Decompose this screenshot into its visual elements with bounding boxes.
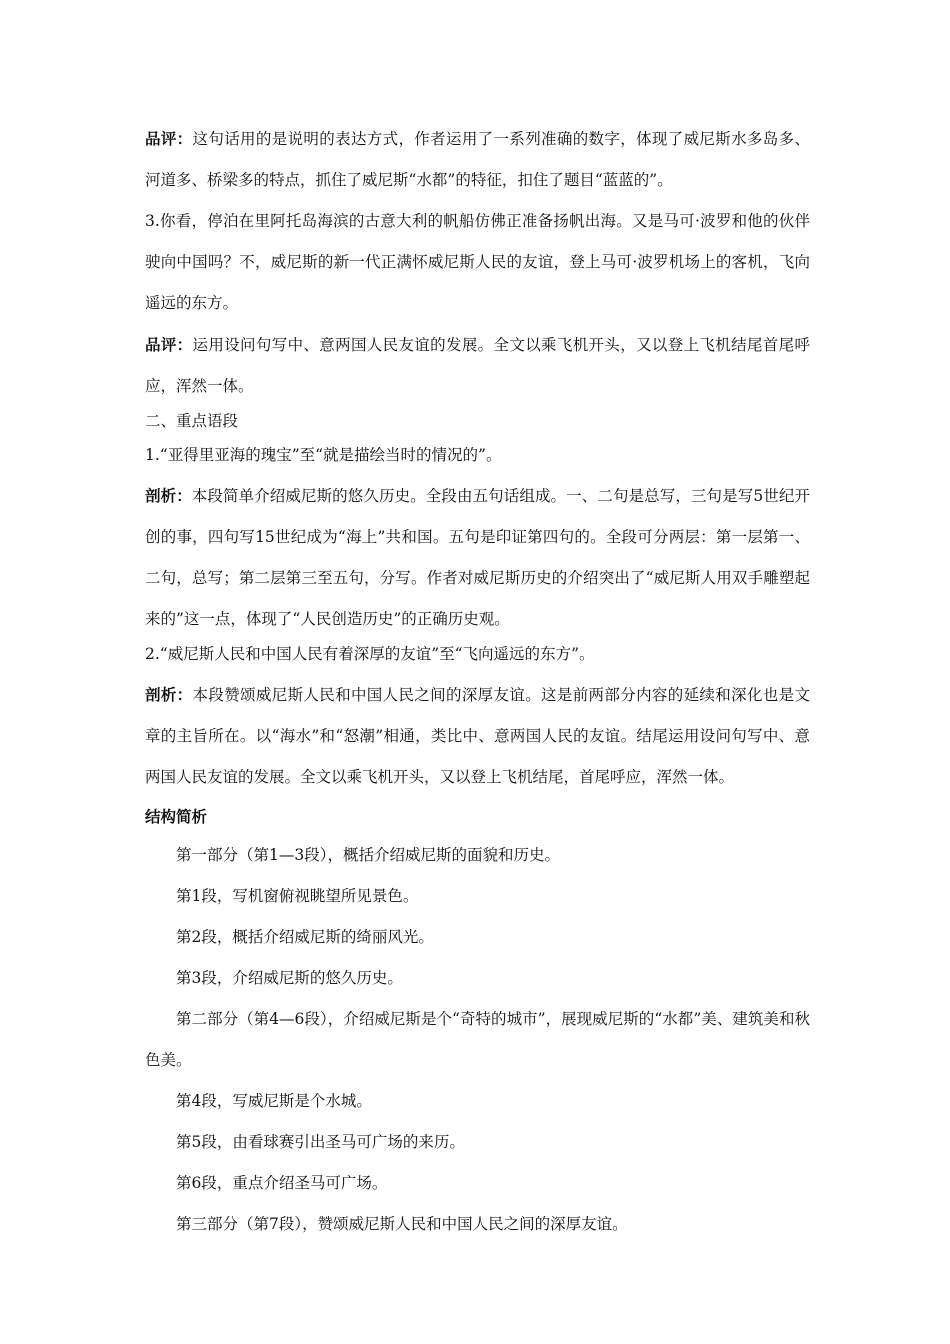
structure-paragraph-2: 第2段，概括介绍威尼斯的绮丽风光。 [176,928,434,946]
key-passage-1-title: 1.“亚得里亚海的瑰宝”至“就是描绘当时的情况的”。 [145,446,502,464]
structure-paragraph-3: 第3段，介绍威尼斯的悠久历史。 [176,969,403,987]
structure-paragraph-6: 第6段，重点介绍圣马可广场。 [176,1174,388,1192]
structure-paragraph-1: 第1段，写机窗俯视眺望所见景色。 [176,887,419,905]
analysis-text: 本段赞颂威尼斯人民和中国人民之间的深厚友谊。这是前两部分内容的延续和深化也是文章的主旨所在。以“海水”和“怒潮”相通，类比中、意两国人民的友谊。结尾运用设问句写中、意两国人民友谊的发展。全文以乘飞机开头，又以登上飞机结尾，首尾呼应，浑然一体。 [145,686,810,786]
review-paragraph-2 [145,324,810,407]
review-text: 运用设问句写中、意两国人民友谊的发展。全文以乘飞机开头，又以登上飞机结尾首尾呼应，浑然一体。 [145,336,810,395]
structure-paragraph-5: 第5段，由看球赛引出圣马可广场的来历。 [176,1133,465,1151]
review-label: 品评： [145,335,193,354]
review-paragraph-1 [145,118,810,201]
structure-paragraph-4: 第4段，写威尼斯是个水城。 [176,1092,372,1110]
document-page [145,118,810,1245]
structure-part-3: 第三部分（第7段），赞颂威尼斯人民和中国人民之间的深厚友谊。 [176,1215,628,1233]
section-title-key-passages: 二、重点语段 [145,412,239,430]
review-label: 品评： [145,129,193,148]
structure-part-2: 第二部分（第4—6段），介绍威尼斯是个“奇特的城市”，展现威尼斯的“水都”美、建筑美和秋色美。 [145,1010,810,1069]
analysis-label: 剖析： [145,685,193,704]
review-text: 这句话用的是说明的表达方式，作者运用了一系列准确的数字，体现了威尼斯水多岛多、河道多、桥梁多的特点，抓住了威尼斯“水都”的特征，扣住了题目“蓝蓝的”。 [145,130,810,189]
analysis-label: 剖析： [145,486,192,505]
analysis-text: 本段简单介绍威尼斯的悠久历史。全段由五句话组成。一、二句是总写，三句是写5世纪开创的事，四句写15世纪成为“海上”共和国。五句是印证第四句的。全段可分两层：第一层第一、二句，总写；第二层第三至五句，分写。作者对威尼斯历史的介绍突出了“威尼斯人用双手雕塑起来的”这一点，体现了“人民创造历史”的正确历史观。 [145,487,810,628]
analysis-paragraph-2 [145,674,810,798]
quote-sentence-3: 3.你看，停泊在里阿托岛海滨的古意大利的帆船仿佛正准备扬帆出海。又是马可·波罗和他的伙伴驶向中国吗？不，威尼斯的新一代正满怀威尼斯人民的友谊，登上马可·波罗机场上的客机，飞向遥远的东方。 [145,212,810,312]
structure-part-1: 第一部分（第1—3段），概括介绍威尼斯的面貌和历史。 [176,846,560,864]
structure-heading: 结构简析 [145,807,208,826]
analysis-paragraph-1 [145,475,810,640]
key-passage-2-title: 2.“威尼斯人民和中国人民有着深厚的友谊”至“飞向遥远的东方”。 [145,645,595,663]
